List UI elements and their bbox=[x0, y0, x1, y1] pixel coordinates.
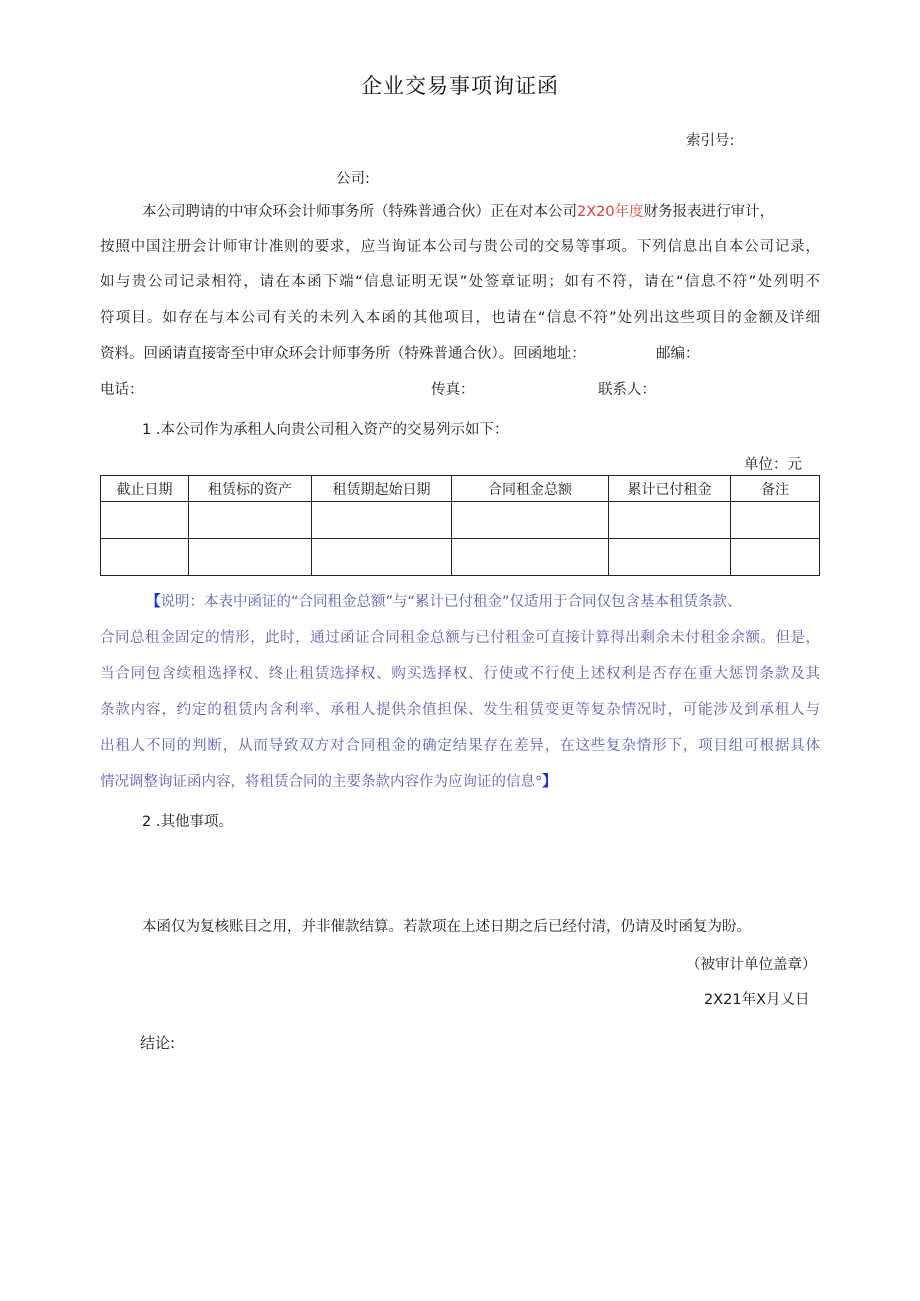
item2-heading: 2 .其他事项。 bbox=[142, 814, 233, 830]
col-header-leased-asset: 租赁标的资产 bbox=[189, 476, 312, 502]
table-cell bbox=[731, 502, 820, 539]
item1-heading: 1 .本公司作为承租人向贵公司租入资产的交易列示如下： bbox=[142, 422, 509, 438]
company-label: 公司: bbox=[336, 171, 370, 187]
table-cell bbox=[101, 539, 189, 576]
closing-statement: 本函仅为复核账目之用，并非催款结算。若款项在上述日期之后已经付清，仍请及时函复为盼。 bbox=[142, 919, 751, 935]
table-header-row bbox=[101, 476, 820, 502]
audited-unit-seal: （被审计单位盖章） bbox=[686, 957, 817, 973]
conclusion-label: 结论: bbox=[140, 1034, 176, 1052]
para1-line1-pre: 本公司聘请的中审众环会计师事务所（特殊普通合伙）正在对本公司 bbox=[142, 204, 577, 220]
contact-person-label: 联系人： bbox=[598, 382, 656, 398]
fax-label: 传真： bbox=[431, 382, 475, 398]
col-header-contract-rent-total: 合同租金总额 bbox=[452, 476, 609, 502]
note-line6-text: 情况调整询证函内容，将租赁合同的主要条款内容作为应询证的信息° bbox=[100, 774, 543, 790]
note-line4: 条款内容，约定的租赁内含利率、承租人提供余值担保、发生租赁变更等复杂情况时，可能涉及到承租人与 bbox=[100, 702, 820, 718]
table-row bbox=[101, 539, 820, 576]
note-line3: 当合同包含续租选择权、终止租赁选择权、购买选择权、行使或不行使上述权利是否存在重大惩罚条款及其 bbox=[100, 666, 820, 682]
note-open-bracket: 【 bbox=[146, 594, 161, 610]
phone-label: 电话： bbox=[100, 382, 144, 398]
para1-line4: 符项目。如存在与本公司有关的未列入本函的其他项目，也请在“信息不符”处列出这些项目的金额及详细 bbox=[100, 310, 820, 326]
document-title: 企业交易事项询证函 bbox=[361, 74, 559, 98]
table-cell bbox=[731, 539, 820, 576]
note-line6 bbox=[100, 773, 557, 791]
index-number-label: 索引号: bbox=[686, 133, 735, 149]
table-cell bbox=[189, 539, 312, 576]
table-cell bbox=[609, 539, 731, 576]
note-line2: 合同总租金固定的情形，此时，通过函证合同租金总额与已付租金可直接计算得出剩余未付租金余额。但是， bbox=[100, 630, 820, 646]
para1-line2: 按照中国注册会计师审计准则的要求，应当询证本公司与贵公司的交易等事项。下列信息出自本公司记录， bbox=[100, 239, 820, 255]
col-header-cutoff-date: 截止日期 bbox=[101, 476, 189, 502]
col-header-accumulated-paid-rent: 累计已付租金 bbox=[609, 476, 731, 502]
table-cell bbox=[452, 539, 609, 576]
table-cell bbox=[312, 539, 452, 576]
para1-line3: 如与贵公司记录相符，请在本函下端“信息证明无误”处签章证明；如有不符，请在“信息不符”处列明不 bbox=[100, 274, 820, 290]
note-line1 bbox=[146, 593, 742, 611]
note-line5: 出租人不同的判断，从而导致双方对合同租金的确定结果存在差异，在这些复杂情形下，项目组可根据具体 bbox=[100, 738, 820, 754]
note-close-bracket: 】 bbox=[542, 774, 557, 790]
table-cell bbox=[452, 502, 609, 539]
para1-line1 bbox=[142, 203, 774, 221]
table-cell bbox=[101, 502, 189, 539]
col-header-lease-start-date: 租赁期起始日期 bbox=[312, 476, 452, 502]
table-row bbox=[101, 502, 820, 539]
unit-label: 单位：元 bbox=[744, 457, 802, 473]
table-cell bbox=[609, 502, 731, 539]
table-cell bbox=[189, 502, 312, 539]
note-line1-text: 说明：本表中函证的“合同租金总额”与“累计已付租金”仅适用于合同仅包含基本租赁条款、 bbox=[160, 594, 742, 610]
para1-line1-post: 财务报表进行审计， bbox=[643, 204, 775, 220]
para1-line5-address: 资料。回函请直接寄至中审众环会计师事务所（特殊普通合伙）。回函地址： bbox=[100, 346, 586, 362]
col-header-remarks: 备注 bbox=[731, 476, 820, 502]
postcode-label: 邮编： bbox=[656, 346, 700, 362]
table-cell bbox=[312, 502, 452, 539]
audit-year: 2X20年度 bbox=[577, 204, 644, 220]
lease-table bbox=[100, 475, 820, 576]
letter-date: 2X21年X月乂日 bbox=[704, 992, 810, 1008]
